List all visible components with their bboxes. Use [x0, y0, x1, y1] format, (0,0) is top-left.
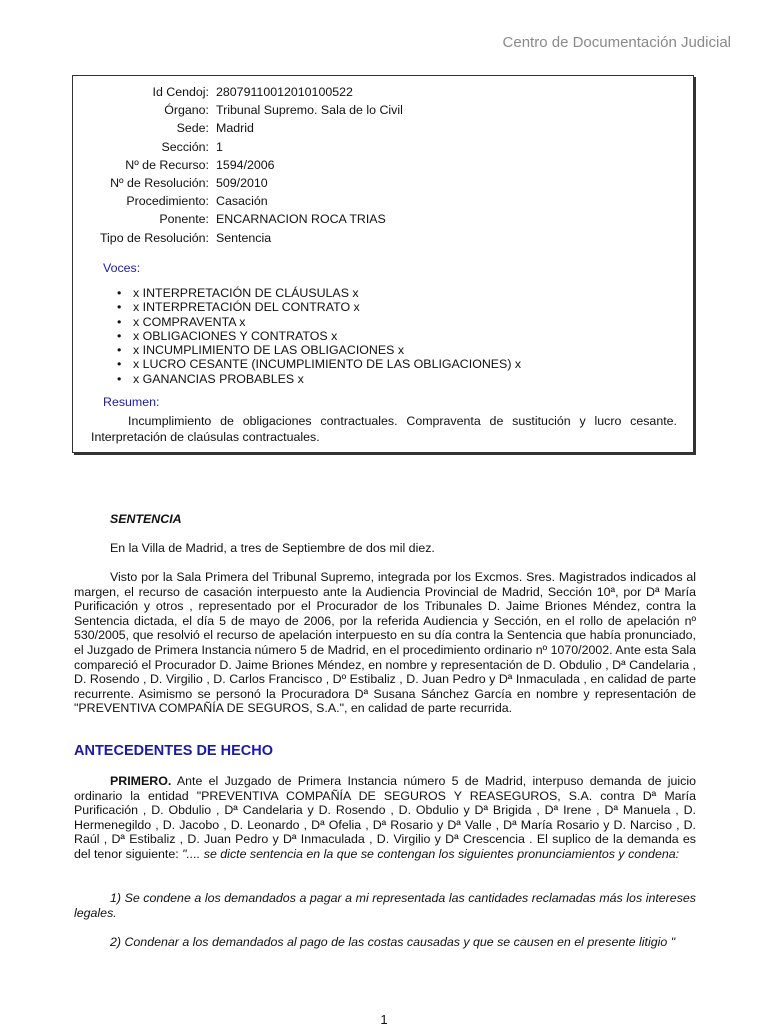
voces-list	[115, 286, 521, 386]
metadata-fields	[73, 83, 403, 247]
field-label: Nº de Recurso:	[125, 157, 209, 172]
field-id-cendoj	[73, 83, 403, 101]
field-value: 1	[216, 139, 223, 154]
field-value: Tribunal Supremo. Sala de lo Civil	[216, 103, 403, 118]
voces-item: • x INTERPRETACIÓN DEL CONTRATO x	[115, 300, 521, 314]
field-value: 28079110012010100522	[216, 85, 353, 99]
field-label: Sede:	[176, 121, 209, 136]
field-ponente	[73, 210, 403, 228]
resumen-text: Incumplimiento de obligaciones contractuales. Compraventa de sustitución y lucro cesante. Interpretación de claúsulas contractuales.	[91, 414, 677, 444]
voces-item: • x INCUMPLIMIENTO DE LAS OBLIGACIONES x	[115, 343, 521, 357]
document-title: SENTENCIA	[110, 512, 182, 526]
field-resolucion	[73, 174, 403, 192]
voces-label: Voces:	[103, 261, 141, 275]
field-label: Nº de Resolución:	[110, 175, 209, 190]
metadata-box	[72, 75, 694, 453]
item-2-text: 2) Condenar a los demandados al pago de las costas causadas y que se causen en el presente litigio "	[110, 935, 676, 949]
field-recurso	[73, 156, 403, 174]
field-tipo-resolucion	[73, 229, 403, 247]
field-label: Sección:	[161, 139, 209, 154]
field-value: Sentencia	[216, 230, 272, 245]
resumen-label: Resumen:	[103, 395, 160, 409]
field-organo	[73, 101, 403, 119]
field-value: 509/2010	[216, 175, 268, 190]
visto-paragraph: Visto por la Sala Primera del Tribunal Supremo, integrada por los Excmos. Sres. Magistrados indicados al margen, el recurso de casación interpuesto ante la Audiencia Provincial de Madrid, Sección 10ª, por Dª María Purificación y otros , representado por el Procurador de los Tribunales D. Jaime Briones Méndez, contra la Sentencia dictada, el día 5 de mayo de 2006, por la referida Audiencia y Sección, en el rollo de apelación nº 530/2005, que resolvió el recurso de apelación interpuesto en su día contra la Sentencia que había pronunciado, el Juzgado de Primera Instancia número 5 de Madrid, en el procedimiento ordinario nº 1070/2002. Ante esta Sala compareció el Procurador D. Jaime Briones Méndez, en nombre y representación de D. Obdulio , Dª Candelaria , D. Rosendo , D. Virgilio , D. Carlos Francisco , Dº Estibaliz , D. Juan Pedro y Dª Inmaculada , en calidad de parte recurrente. Asimismo se personó la Procuradora Dª Susana Sánchez García en nombre y representación de "PREVENTIVA COMPAÑÍA DE SEGUROS, S.A.", en calidad de parte recurrida.	[74, 570, 696, 716]
voces-item: • x OBLIGACIONES Y CONTRATOS x	[115, 329, 521, 343]
field-label: Órgano:	[164, 103, 209, 118]
item-1-text: 1) Se condene a los demandados a pagar a mi representada las cantidades reclamadas más los intereses legales.	[74, 891, 696, 920]
field-sede	[73, 119, 403, 137]
item-2-paragraph	[74, 935, 696, 950]
primero-quote: ".... se dicte sentencia en la que se contengan los siguientes pronunciamientos y condena:	[182, 846, 680, 861]
item-1-paragraph	[74, 891, 696, 920]
field-label: Procedimiento:	[126, 194, 209, 209]
voces-item: • x LUCRO CESANTE (INCUMPLIMIENTO DE LAS OBLIGACIONES) x	[115, 357, 521, 371]
section-heading: ANTECEDENTES DE HECHO	[74, 743, 273, 759]
voces-item: • x GANANCIAS PROBABLES x	[115, 372, 521, 386]
field-seccion	[73, 138, 403, 156]
field-value: Madrid	[216, 121, 254, 136]
field-label: Id Cendoj:	[152, 85, 209, 99]
field-procedimiento	[73, 192, 403, 210]
primero-lead: PRIMERO.	[110, 774, 172, 788]
date-paragraph: En la Villa de Madrid, a tres de Septiembre de dos mil diez.	[110, 541, 435, 555]
field-value: Casación	[216, 194, 268, 209]
voces-item: • x INTERPRETACIÓN DE CLÁUSULAS x	[115, 286, 521, 300]
field-value: 1594/2006	[216, 157, 275, 172]
voces-item: • x COMPRAVENTA x	[115, 315, 521, 329]
field-value: ENCARNACION ROCA TRIAS	[216, 212, 386, 227]
primero-text: Ante el Juzgado de Primera Instancia número 5 de Madrid, interpuso demanda de juicio ordinario la entidad "PREVENTIVA COMPAÑÍA DE SEGUROS Y REASEGUROS, S.A. contra Dª María Purificación , D. Obdulio , Dª Candelaria y D. Rosendo , D. Obdulio y Dª Brigida , Dª Irene , Dª Manuela , D. Hermenegildo , D. Jacobo , D. Leonardo , Dª Ofelia , Dª Rosario y Dª Valle , Dª María Rosario y D. Narciso , D. Raúl , Dª Estibaliz , D. Juan Pedro y Dª Inmaculada , D. Virgilio y Dª Crescencia . El suplico de la demanda es del tenor siguiente:	[74, 774, 696, 861]
primero-paragraph	[74, 774, 696, 862]
field-label: Tipo de Resolución:	[99, 230, 209, 245]
document-header: Centro de Documentación Judicial	[502, 34, 731, 51]
field-label: Ponente:	[159, 212, 209, 227]
page-number: 1	[380, 1012, 388, 1027]
